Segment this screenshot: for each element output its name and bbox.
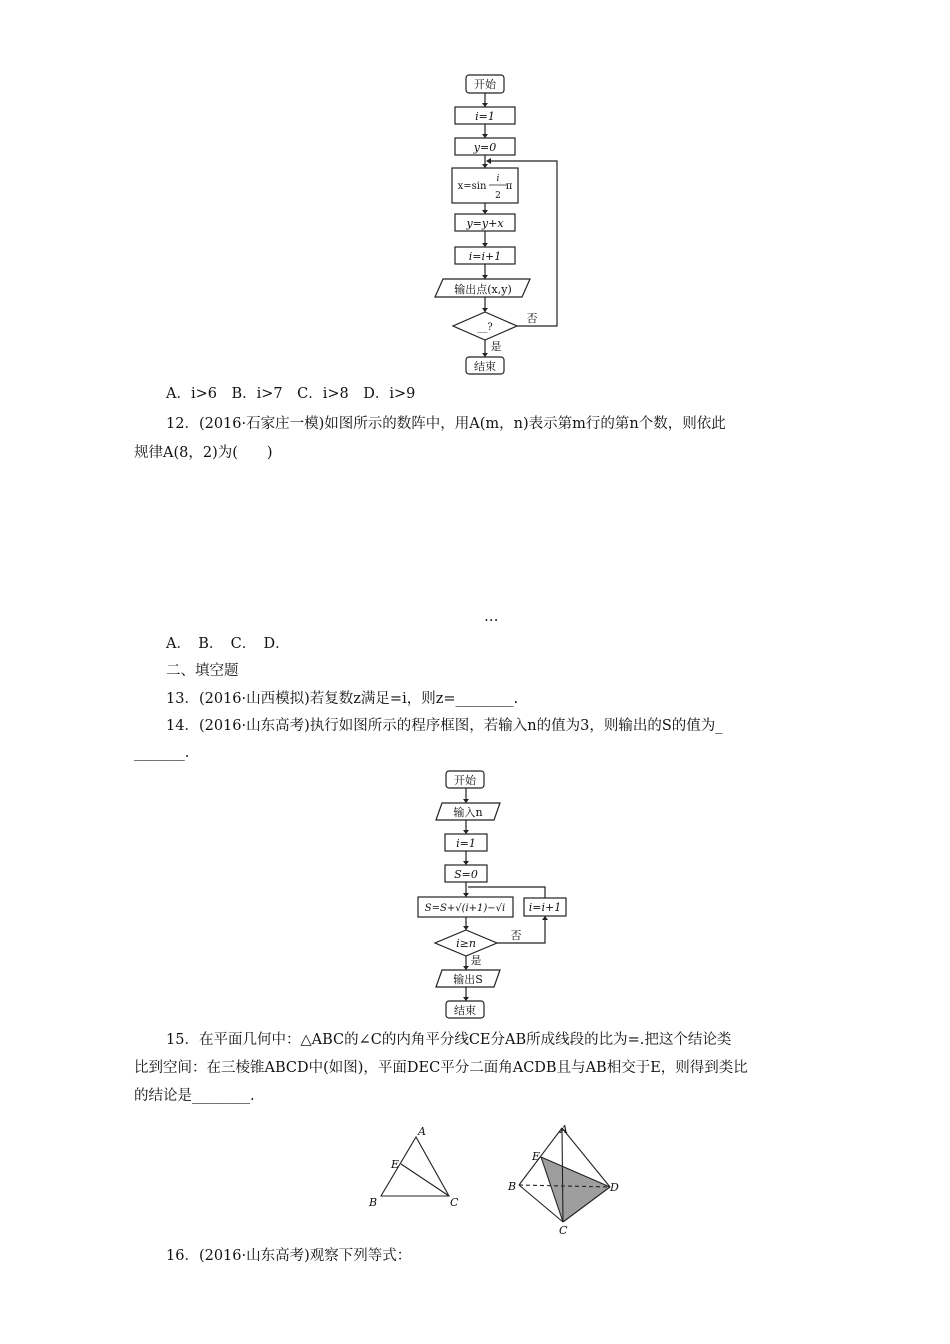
fc2-init-s-label: S=0 bbox=[454, 868, 478, 881]
figure-tetrahedron bbox=[500, 1118, 630, 1238]
fc2-output-label: 输出S bbox=[453, 973, 483, 986]
fc2-no-label: 否 bbox=[510, 929, 522, 942]
fc1-no-label: 否 bbox=[526, 312, 538, 325]
fc2-yes-label: 是 bbox=[470, 954, 482, 967]
fc1-start-label: 开始 bbox=[474, 78, 496, 91]
tri-label-e: E bbox=[391, 1158, 400, 1171]
fc1-assign-x-num: i bbox=[496, 174, 500, 184]
q15-line1: 15．在平面几何中：△ABC的∠C的内角平分线CE分AB所成线段的比为=.把这个结论类 bbox=[166, 1032, 732, 1048]
fc1-update-i-label: i=i+1 bbox=[468, 250, 502, 263]
tet-label-e: E bbox=[532, 1150, 541, 1163]
fc1-init-y-label: y=0 bbox=[473, 141, 497, 154]
flowchart-2 bbox=[410, 765, 585, 1025]
fc1-assign-x-right: π bbox=[505, 181, 513, 192]
tet-label-c: C bbox=[559, 1224, 568, 1237]
fc1-yes-label: 是 bbox=[490, 340, 502, 353]
tri-label-c: C bbox=[450, 1196, 459, 1209]
q12-line1: 12．(2016·石家庄一模)如图所示的数阵中，用A(m，n)表示第m行的第n个数，则依此 bbox=[166, 416, 726, 432]
fc2-update-i-label: i=i+1 bbox=[528, 901, 562, 914]
q14-line1: 14．(2016·山东高考)执行如图所示的程序框图，若输入n的值为3，则输出的S的值为_ bbox=[166, 718, 723, 734]
fc1-output-label: 输出点(x,y) bbox=[454, 283, 512, 296]
tet-label-b: B bbox=[508, 1180, 517, 1193]
tri-label-a: A bbox=[418, 1125, 426, 1138]
tri-label-b: B bbox=[369, 1196, 378, 1209]
q12-line2: 规律A(8，2)为( ) bbox=[134, 445, 273, 461]
section-fill-in-title: 二、填空题 bbox=[166, 663, 239, 679]
fc1-assign-x-den: 2 bbox=[495, 191, 501, 201]
flowchart-1 bbox=[420, 70, 580, 380]
bisector-ce bbox=[401, 1164, 449, 1196]
fc2-init-i-label: i=1 bbox=[456, 837, 476, 850]
fc2-condition-label: i≥n bbox=[456, 937, 476, 950]
fc1-update-y-label: y=y+x bbox=[466, 217, 504, 230]
fc1-end-label: 结束 bbox=[474, 360, 496, 373]
fc1-assign-x-left: x=sin bbox=[457, 181, 487, 192]
fc2-end-label: 结束 bbox=[454, 1004, 476, 1017]
tet-label-d: D bbox=[610, 1181, 619, 1194]
fc2-start-label: 开始 bbox=[454, 774, 476, 787]
q12-ellipsis: … bbox=[484, 609, 499, 625]
fc1-init-i-label: i=1 bbox=[475, 110, 495, 123]
tet-label-a: A bbox=[560, 1123, 568, 1136]
q14-line2: _______. bbox=[134, 745, 190, 761]
fc2-input-label: 输入n bbox=[453, 806, 483, 819]
q15-line2: 比到空间：在三棱锥ABCD中(如图)，平面DEC平分二面角ACDB且与AB相交于E，则得到类比 bbox=[134, 1060, 748, 1076]
fc1-condition-label: __? bbox=[477, 322, 493, 333]
q15-line3: 的结论是________. bbox=[134, 1088, 255, 1104]
q13-line1: 13．(2016·山西模拟)若复数z满足=i，则z=________. bbox=[166, 691, 519, 707]
q12-options: A． B． C． D． bbox=[166, 636, 290, 652]
q11-options: A．i>6 B．i>7 C．i>8 D．i>9 bbox=[166, 386, 416, 402]
q16-line1: 16．(2016·山东高考)观察下列等式： bbox=[166, 1248, 412, 1264]
fc2-update-s-label: S=S+√(i+1)−√i bbox=[424, 903, 506, 914]
figure-triangle bbox=[360, 1120, 470, 1220]
